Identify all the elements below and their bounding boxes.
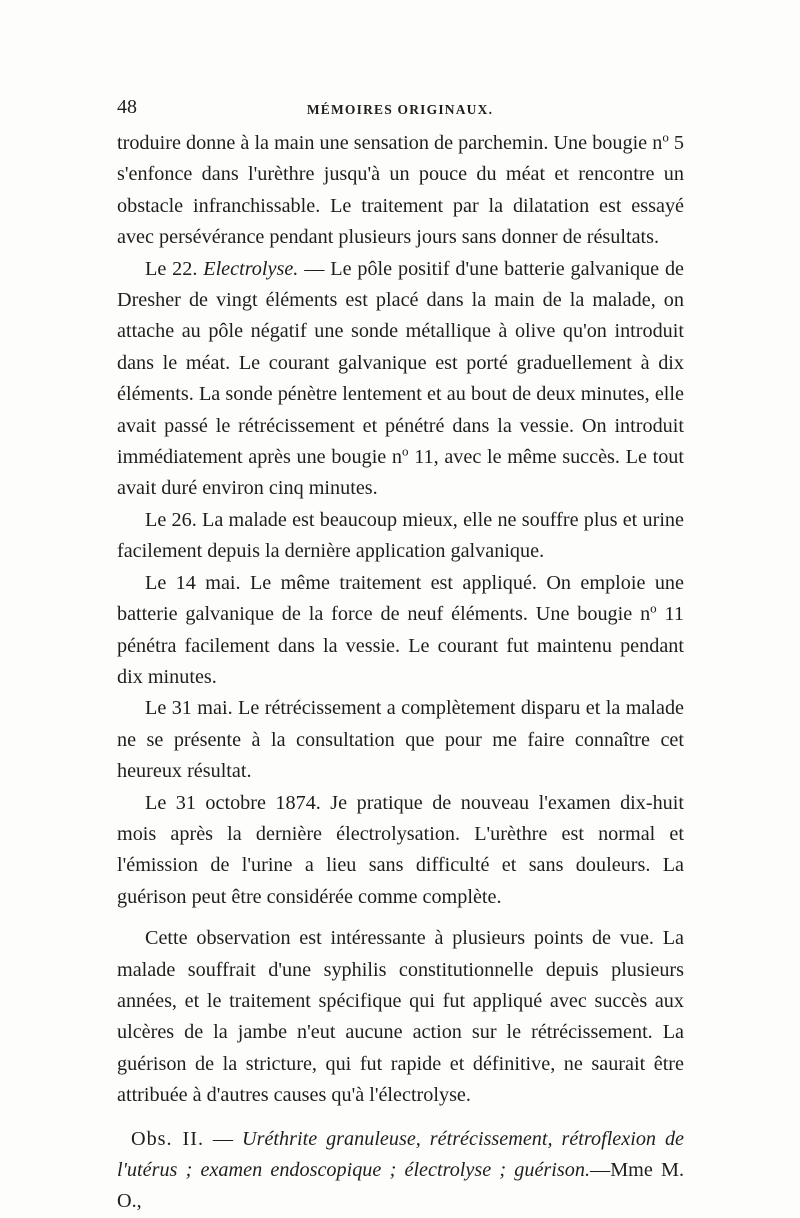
paragraph-31-octobre: Le 31 octobre 1874. Je pratique de nouveau l'examen dix-huit mois après la dernière électrolysation. L'urèthre est normal et l'émission de l'urine a lieu sans difficulté et sans douleurs. La guérison peut être considérée comme complète. xyxy=(117,791,684,908)
paragraph-conclusion: Cette observation est intéressante à plusieurs points de vue. La malade souffrait d'une syphilis constitutionnelle depuis plusieurs années, et le traitement spécifique qui fut appliqué avec succès aux ulcères de la jambe n'eut aucune action sur le rétrécissement. La guérison de la stricture, qui fut rapide et définitive, ne saurait être attribuée à d'autres causes qu'à l'électrolyse. xyxy=(117,927,684,1107)
entry-title: Electrolyse. xyxy=(203,257,299,280)
paragraph-text: 5 s'enfonce dans l'urèthre jusqu'à un pouce du méat et rencontre un obstacle infranchissable. Le traitement par la dilatation est essayé avec persévérance pendant plusieurs jours sans donner de résultats. xyxy=(117,132,684,249)
paragraph-electrolyse xyxy=(117,254,684,505)
paragraph-text: Le 14 mai. Le même traitement est appliqué. On emploie une batterie galvanique de la force de neuf éléments. Une bougie n xyxy=(117,571,684,626)
page-number: 48 xyxy=(117,96,137,118)
paragraph-text: — Le pôle positif d'une batterie galvanique de Dresher de vingt éléments est placé dans la main de la malade, on attache au pôle négatif une sonde métallique à olive qu'on introduit dans le méat. Le courant galvanique est porté graduellement à dix éléments. La sonde pénètre lentement et au bout de deux minutes, elle avait passé le rétrécissement et pénétré dans la vessie. On introduit immédiatement après une bougie n xyxy=(117,257,684,469)
entry-date: Le 22. xyxy=(145,257,204,280)
paragraph-31-mai: Le 31 mai. Le rétrécissement a complètement disparu et la malade ne se présente à la consultation que pour me faire connaître cet heureux résultat. xyxy=(117,697,684,783)
superscript: o xyxy=(402,443,409,459)
observation-title: Uréthrite granuleuse, rétrécissement, rétroflexion de l'utérus ; examen endoscopique ; électrolyse ; guérison. xyxy=(117,1127,684,1181)
page-header xyxy=(115,96,685,124)
body-text xyxy=(117,128,684,1218)
observation-label: Obs. II. xyxy=(131,1127,204,1150)
superscript: o xyxy=(662,129,669,145)
paragraph-text: 11, avec le même succès. Le tout avait duré environ cinq minutes. xyxy=(117,446,684,500)
paragraph-14-mai xyxy=(117,568,684,694)
superscript: o xyxy=(650,600,657,616)
paragraph-26: Le 26. La malade est beaucoup mieux, elle ne souffre plus et urine facilement depuis la dernière application galvanique. xyxy=(117,508,684,563)
observation-heading xyxy=(117,1124,684,1218)
paragraph-continuation xyxy=(117,128,684,254)
observation-dash: — xyxy=(204,1127,243,1150)
paragraph-text: troduire donne à la main une sensation de parchemin. Une bougie n xyxy=(117,132,663,154)
observation-author: —Mme M. O., xyxy=(117,1159,684,1213)
paragraph-text: 11 pénétra facilement dans la vessie. Le courant fut maintenu pendant dix minutes. xyxy=(117,603,684,688)
running-head: MÉMOIRES ORIGINAUX. xyxy=(306,102,494,117)
